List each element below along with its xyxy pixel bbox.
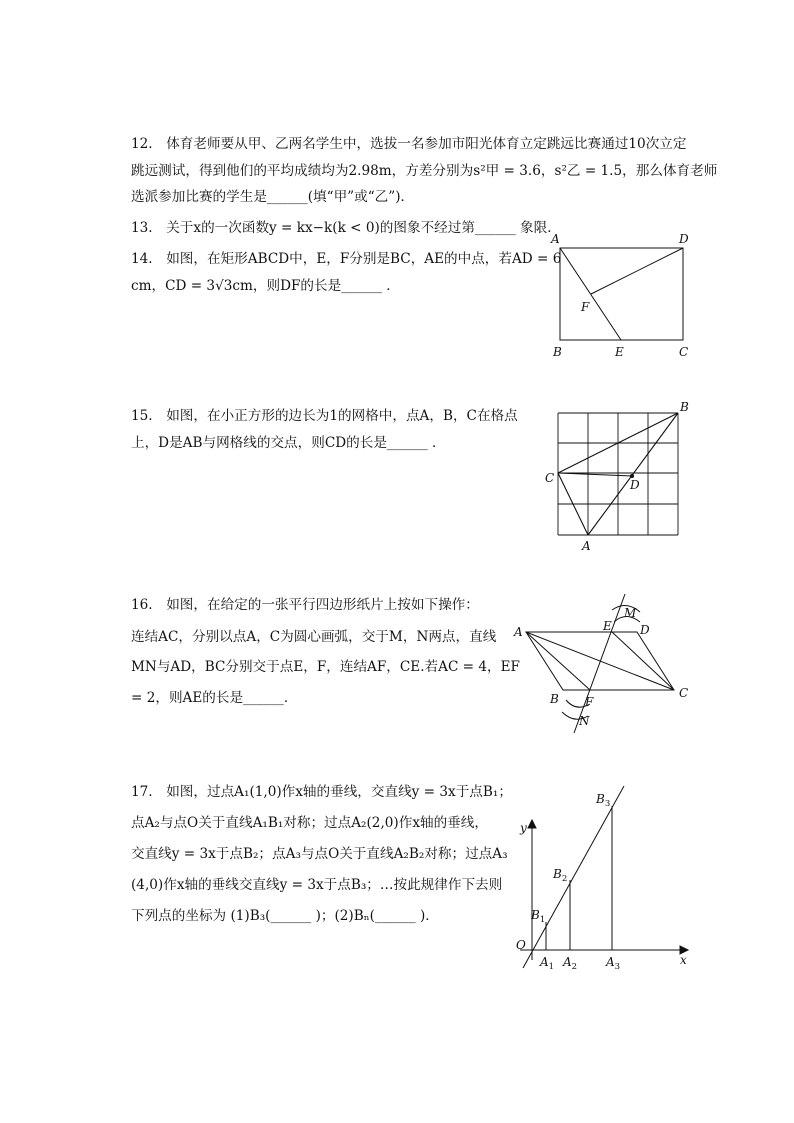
label-e: E [615,345,624,359]
q16-line2: 连结AC，分别以点A，C为圆心画弧，交于M，N两点，直线 [131,629,497,645]
q17-line4: (4,0)作x轴的垂线交直线y = 3x于点B₃；…按此规律作下去则 [131,877,503,893]
label-o: O [516,938,526,952]
y-arrow [528,820,536,828]
label-f: F [585,695,594,709]
q15-line1: 15. 如图，在小正方形的边长为1的网格中，点A，B，C在格点 [131,408,518,424]
label-e: E [603,619,612,633]
q12-line3: 选派参加比赛的学生是______(填“甲”或“乙”)． [131,189,415,205]
label-y: y [520,821,527,835]
q12-line2: 跳远测试，得到他们的平均成绩均为2.98m，方差分别为s²甲 = 3.6，s²乙 = 1.5，那么体育老师 [131,163,718,179]
q15-line2: 上，D是AB与网格线的交点，则CD的长是______ ． [131,435,446,451]
label-d: D [630,478,640,492]
label-d: D [679,232,689,246]
q13-line1: 13. 关于x的一次函数y = kx−k(k < 0)的图象不经过第______ 象限． [131,220,561,236]
q16-line4: = 2，则AE的长是______． [131,690,298,706]
label-b1: $B_1$ [531,908,546,925]
q17-line5: 下列点的坐标为 (1)B₃(______ )；(2)Bₙ(______ )． [131,908,439,924]
label-c: C [679,345,689,359]
label-a: A [551,232,560,246]
label-x: x [680,953,687,967]
label-b2: $B_2$ [553,867,568,884]
label-m: M [624,606,637,620]
label-b: B [680,400,689,414]
q16-line3: MN与AD，BC分别交于点E，F，连结AF，CE.若AC = 4，EF [131,659,520,675]
label-f: F [581,300,590,314]
q12-line1: 12. 体育老师要从甲、乙两名学生中，选拔一名参加市阳光体育立定跳远比赛通过10次立定 [131,136,687,152]
label-a1: $A_1$ [540,955,555,972]
label-a3: $A_3$ [606,955,621,972]
label-a: A [514,625,523,639]
q14-line1: 14. 如图，在矩形ABCD中，E，F分别是BC，AE的中点，若AD = 6 [131,251,562,267]
label-c: C [679,686,689,700]
label-d: D [640,623,650,637]
q16-line1: 16. 如图，在给定的一张平行四边形纸片上按如下操作： [131,597,479,613]
label-a: A [582,539,591,553]
label-b3: $B_3$ [596,792,611,809]
label-n: N [579,714,590,728]
label-c: C [545,471,555,485]
label-b: B [550,692,559,706]
q17-line3: 交直线y = 3x于点B₂；点A₃与点O关于直线A₂B₂对称；过点A₃ [131,846,508,862]
q17-line1: 17. 如图，过点A₁(1,0)作x轴的垂线，交直线y = 3x于点B₁； [131,784,512,800]
label-a2: $A_2$ [563,955,578,972]
line-y-3x [523,786,624,968]
q17-line2: 点A₂与点O关于直线A₁B₁对称；过点A₂(2,0)作x轴的垂线， [131,815,488,831]
label-b: B [553,345,562,359]
q14-line2: cm，CD = 3√3cm，则DF的长是______ ． [131,278,400,294]
